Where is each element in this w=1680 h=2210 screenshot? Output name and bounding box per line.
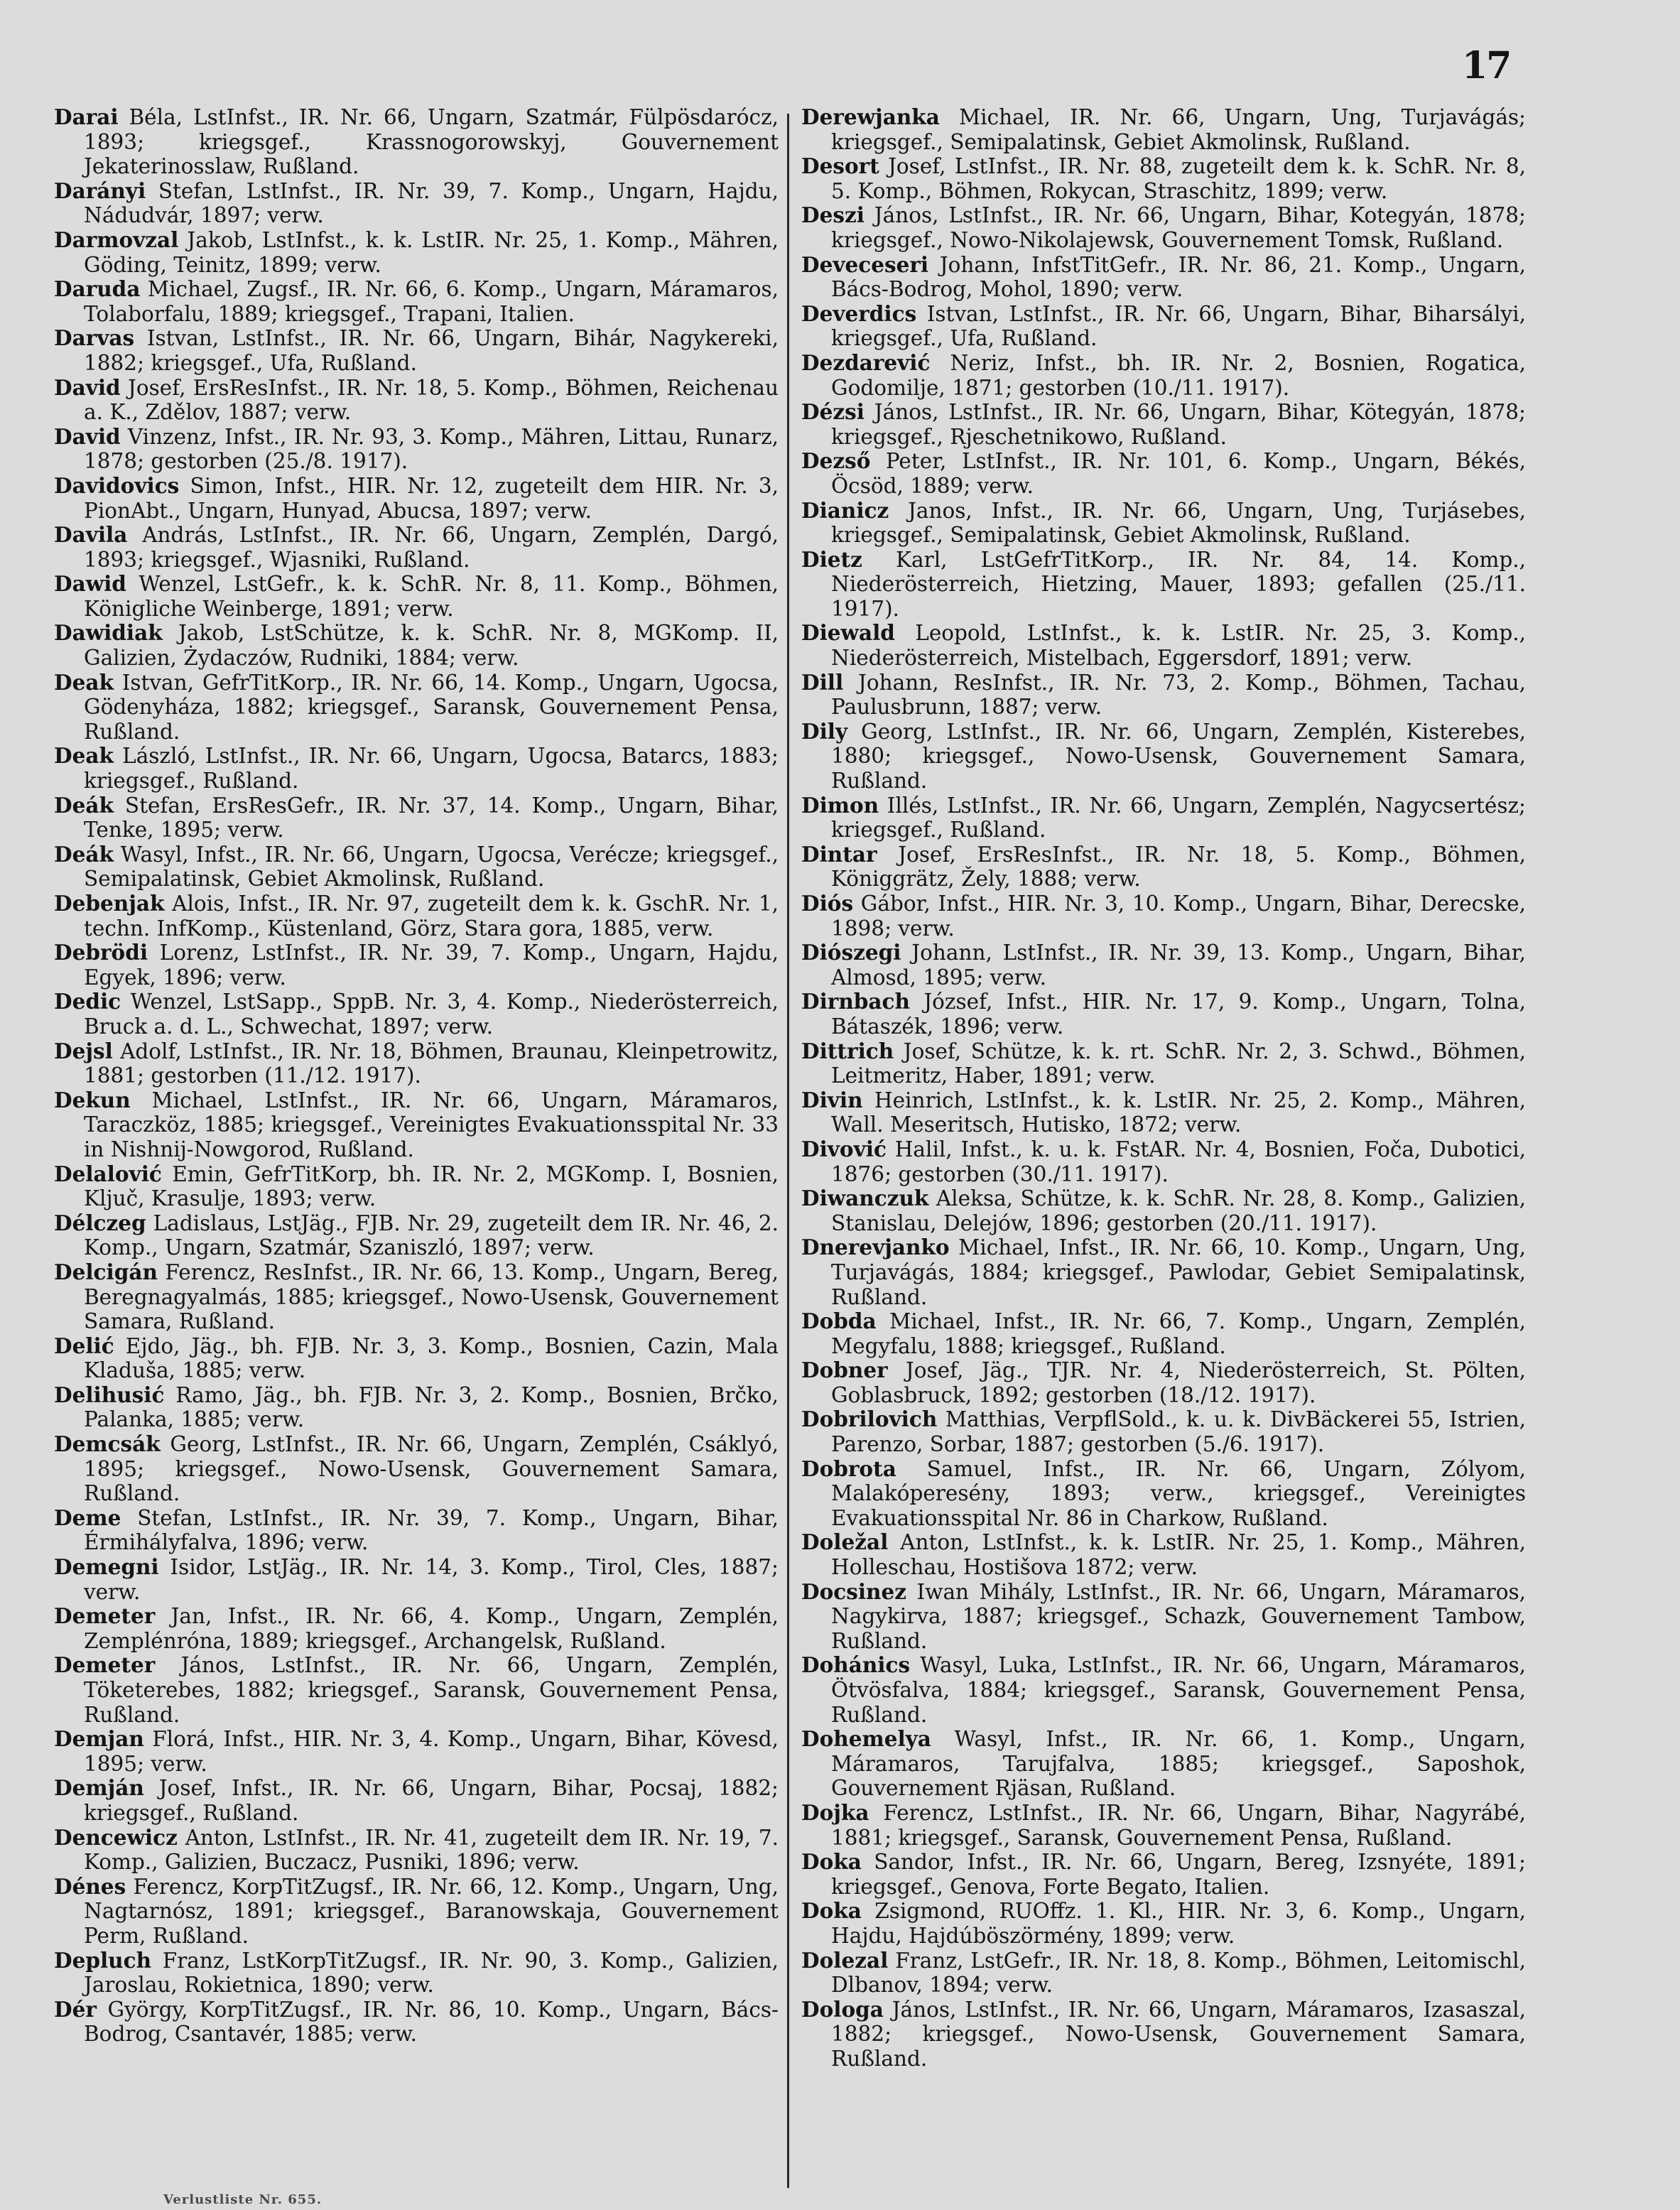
entry-details: Samuel, Infst., IR. Nr. 66, Ungarn, Zólyom, Malakóperesény, 1893; verw., kriegsgef., Vereinigtes Evakuationsspital Nr. 86 in Charkow, Rußland. [831,1456,1526,1530]
list-entry [54,990,779,1039]
entry-surname: Diószegi [801,940,901,965]
entry-surname: Dirnbach [801,989,910,1014]
list-entry [801,793,1526,843]
entry-surname: Dawid [54,571,126,597]
list-entry [54,1604,779,1653]
entry-surname: Dily [801,718,848,744]
page-number: 17 [1462,44,1511,87]
list-entry [801,990,1526,1039]
list-entry [54,941,779,990]
entry-surname: Doka [801,1849,862,1875]
entry-surname: Dejsl [54,1038,113,1063]
left-column [54,105,779,2047]
entry-surname: Dologa [801,1996,884,2022]
entry-surname: Daruda [54,276,141,302]
entry-details: Jakob, LstInfst., k. k. LstIR. Nr. 25, 1. Komp., Mähren, Göding, Teinitz, 1899; verw. [84,227,779,277]
entry-details: Leopold, LstInfst., k. k. LstIR. Nr. 25, 3. Komp., Niederösterreich, Mistelbach, Eggersdorf, 1891; verw. [831,621,1526,671]
list-entry [801,1998,1526,2071]
entry-details: Josef, LstInfst., IR. Nr. 88, zugeteilt dem k. k. SchR. Nr. 8, 5. Komp., Böhmen, Rokycan, Straschitz, 1899; verw. [831,154,1526,203]
list-entry [54,1039,779,1088]
entry-surname: Darvas [54,325,135,351]
entry-surname: Dezső [801,448,871,474]
entry-details: Lorenz, LstInfst., IR. Nr. 39, 7. Komp., Ungarn, Hajdu, Egyek, 1896; verw. [84,941,779,990]
entry-details: Simon, Infst., HIR. Nr. 12, zugeteilt dem HIR. Nr. 3, PionAbt., Ungarn, Hunyad, Abucsa, 1897; verw. [84,473,779,523]
entry-details: Wasyl, Infst., IR. Nr. 66, Ungarn, Ugocsa, Verécze; kriegsgef., Semipalatinsk, Gebiet Akmolinsk, Rußland. [84,842,779,892]
entry-surname: Deak [54,669,114,695]
list-entry [54,1998,779,2047]
entry-surname: Diós [801,891,854,916]
entry-surname: David [54,423,121,449]
entry-details: Michael, Infst., IR. Nr. 66, 7. Komp., Ungarn, Zemplén, Megyfalu, 1888; kriegsgef., Rußland. [831,1309,1526,1358]
list-entry [54,1826,779,1875]
entry-details: Johann, ResInfst., IR. Nr. 73, 2. Komp., Böhmen, Tachau, Paulusbrunn, 1887; verw. [831,670,1526,720]
entry-surname: Dedic [54,989,121,1014]
entry-surname: Dietz [801,546,862,572]
list-entry [801,253,1526,302]
list-entry [54,1875,779,1949]
list-entry [801,843,1526,892]
list-entry [801,1530,1526,1579]
entry-details: Béla, LstInfst., IR. Nr. 66, Ungarn, Szatmár, Fülpösdarócz, 1893; kriegsgef., Krassnogorowskyj, Gouvernement Jekaterinosslaw, Rußland. [84,105,779,179]
entry-surname: Dimon [801,792,879,818]
list-entry [54,793,779,843]
entry-surname: Deverdics [801,300,917,326]
list-entry [801,1899,1526,1948]
entry-details: Wasyl, Infst., IR. Nr. 66, 1. Komp., Ungarn, Máramaros, Tarujfalva, 1885; kriegsgef., Saposhok, Gouvernement Rjäsan, Rußland. [831,1727,1526,1801]
entry-details: Anton, LstInfst., IR. Nr. 41, zugeteilt dem IR. Nr. 19, 7. Komp., Galizien, Buczacz, Pusniki, 1896; verw. [84,1825,779,1875]
list-entry [54,1211,779,1260]
list-entry [54,843,779,892]
entry-surname: Dobrilovich [801,1407,938,1432]
entry-details: László, LstInfst., IR. Nr. 66, Ungarn, Ugocsa, Batarcs, 1883; kriegsgef., Rußland. [84,744,779,793]
entry-surname: Demján [54,1775,144,1801]
list-entry [801,1137,1526,1186]
list-entry [801,400,1526,449]
entry-details: Franz, LstKorpTitZugsf., IR. Nr. 90, 3. Komp., Galizien, Jaroslau, Rokietnica, 1890; verw. [84,1948,779,1998]
entry-details: Iwan Mihály, LstInfst., IR. Nr. 66, Ungarn, Máramaros, Nagykirva, 1887; kriegsgef., Schazk, Gouvernement Tambow, Rußland. [831,1579,1526,1653]
entry-details: Isidor, LstJäg., IR. Nr. 14, 3. Komp., Tirol, Cles, 1887; verw. [84,1555,779,1604]
entry-details: András, LstInfst., IR. Nr. 66, Ungarn, Zemplén, Dargó, 1893; kriegsgef., Wjasniki, Rußland. [84,523,779,572]
list-entry [54,892,779,941]
entry-details: Georg, LstInfst., IR. Nr. 66, Ungarn, Zemplén, Kisterebes, 1880; kriegsgef., Nowo-Usensk, Gouvernement Samara, Rußland. [831,719,1526,793]
entry-details: Stefan, LstInfst., IR. Nr. 39, 7. Komp., Ungarn, Bihar, Érmihályfalva, 1896; verw. [84,1505,779,1555]
entry-surname: Debenjak [54,891,165,916]
entry-surname: Divović [801,1136,887,1161]
entry-surname: Debrödi [54,940,148,965]
entry-surname: Deak [54,743,114,769]
list-entry [54,621,779,670]
list-entry [801,941,1526,990]
entry-details: Gábor, Infst., HIR. Nr. 3, 10. Komp., Ungarn, Bihar, Derecske, 1898; verw. [831,892,1526,941]
entry-surname: Deszi [801,202,865,228]
entry-details: Ferencz, ResInfst., IR. Nr. 66, 13. Komp., Ungarn, Bereg, Beregnagyalmás, 1885; kriegsgef., Nowo-Usensk, Gouvernement Samara, Rußland. [84,1260,779,1334]
list-entry [801,203,1526,252]
entry-details: Wenzel, LstGefr., k. k. SchR. Nr. 8, 11. Komp., Böhmen, Königliche Weinberge, 1891; verw. [84,572,779,621]
entry-details: Ramo, Jäg., bh. FJB. Nr. 3, 2. Komp., Bosnien, Brčko, Palanka, 1885; verw. [84,1382,779,1432]
entry-surname: Dohánics [801,1652,911,1678]
footer-note: Verlustliste Nr. 655. [163,2192,323,2207]
entry-details: Johann, InfstTitGefr., IR. Nr. 86, 21. Komp., Ungarn, Bács-Bodrog, Mohol, 1890; verw. [831,252,1526,302]
list-entry [801,1580,1526,1654]
list-entry [801,105,1526,154]
entry-details: Josef, ErsResInfst., IR. Nr. 18, 5. Komp., Böhmen, Königgrätz, Žely, 1888; verw. [831,842,1526,892]
entry-details: Josef, ErsResInfst., IR. Nr. 18, 5. Komp., Böhmen, Reichenau a. K., Zdělov, 1887; verw. [84,375,779,425]
entry-surname: Derewjanka [801,104,940,129]
list-entry [801,1727,1526,1801]
entry-details: Matthias, VerpflSold., k. u. k. DivBäckerei 55, Istrien, Parenzo, Sorbar, 1887; gestorben (5./6. 1917). [831,1407,1526,1457]
list-entry [54,1260,779,1334]
entry-surname: Dolezal [801,1947,889,1973]
entry-surname: Demcsák [54,1431,161,1457]
entry-surname: Davila [54,522,128,548]
list-entry [54,671,779,744]
list-entry [801,671,1526,720]
entry-surname: Dojka [801,1799,869,1825]
entry-details: Istvan, LstInfst., IR. Nr. 66, Ungarn, Bihar, Biharsályi, kriegsgef., Ufa, Rußland. [831,301,1526,351]
entry-details: János, LstInfst., IR. Nr. 66, Ungarn, Bihar, Kotegyán, 1878; kriegsgef., Nowo-Nikolajewsk, Gouvernement Tomsk, Rußland. [831,203,1526,252]
list-entry [801,351,1526,400]
entry-details: Anton, LstInfst., k. k. LstIR. Nr. 25, 1. Komp., Mähren, Holleschau, Hostišova 1872; verw. [831,1530,1526,1580]
entry-details: János, LstInfst., IR. Nr. 66, Ungarn, Zemplén, Töketerebes, 1882; kriegsgef., Saransk, Gouvernement Pensa, Rußland. [84,1653,779,1727]
entry-details: Heinrich, LstInfst., k. k. LstIR. Nr. 25, 2. Komp., Mähren, Wall. Meseritsch, Hutisko, 1872; verw. [831,1088,1526,1137]
entry-surname: Dezdarević [801,350,931,375]
entry-surname: Desort [801,153,879,179]
entry-details: József, Infst., HIR. Nr. 17, 9. Komp., Ungarn, Tolna, Bátaszék, 1896; verw. [831,990,1526,1039]
entry-surname: Deveceseri [801,251,929,277]
entry-details: Janos, Infst., IR. Nr. 66, Ungarn, Ung, Turjásebes, kriegsgef., Semipalatinsk, Gebiet Akmolinsk, Rußland. [831,498,1526,548]
entry-details: Neriz, Infst., bh. IR. Nr. 2, Bosnien, Rogatica, Godomilje, 1871; gestorben (10./11. 1917). [831,350,1526,400]
entry-details: Vinzenz, Infst., IR. Nr. 93, 3. Komp., Mähren, Littau, Runarz, 1878; gestorben (25./8. 1917). [84,424,779,474]
list-entry [54,1555,779,1604]
entry-surname: Darai [54,104,119,129]
list-entry [54,1727,779,1776]
entry-surname: Doka [801,1898,862,1924]
list-entry [801,720,1526,793]
entry-details: Istvan, GefrTitKorp., IR. Nr. 66, 14. Komp., Ungarn, Ugocsa, Gödenyháza, 1882; kriegsgef., Saransk, Gouvernement Pensa, Rußland. [84,670,779,744]
entry-details: János, LstInfst., IR. Nr. 66, Ungarn, Máramaros, Izasaszal, 1882; kriegsgef., Nowo-Usensk, Gouvernement Samara, Rußland. [831,1997,1526,2071]
entry-surname: Docsinez [801,1578,907,1604]
list-entry [801,154,1526,203]
list-entry [54,1162,779,1211]
entry-details: Michael, LstInfst., IR. Nr. 66, Ungarn, Máramaros, Taraczköz, 1885; kriegsgef., Vereinigtes Evakuationsspital Nr. 33 in Nishnij-Nowgorod, Rußland. [84,1088,779,1161]
list-entry [54,1088,779,1162]
entry-surname: Doležal [801,1529,889,1555]
list-entry [801,1457,1526,1531]
list-entry [801,892,1526,941]
entry-details: János, LstInfst., IR. Nr. 66, Ungarn, Bihar, Kötegyán, 1878; kriegsgef., Rjeschetnikowo, Rußland. [831,400,1526,449]
list-entry [54,523,779,572]
list-entry [54,572,779,621]
list-entry [54,1432,779,1506]
entry-surname: Dobner [801,1358,888,1383]
list-entry [801,1309,1526,1358]
entry-surname: Dianicz [801,497,889,523]
entry-details: Florá, Infst., HIR. Nr. 3, 4. Komp., Ungarn, Bihar, Kövesd, 1895; verw. [84,1727,779,1776]
entry-surname: Dekun [54,1087,131,1112]
entry-surname: Dawidiak [54,620,163,646]
entry-surname: Delcigán [54,1259,158,1284]
entry-details: György, KorpTitZugsf., IR. Nr. 86, 10. Komp., Ungarn, Bács-Bodrog, Csantavér, 1885; verw. [84,1997,779,2047]
list-entry [801,1358,1526,1407]
entry-details: Ladislaus, LstJäg., FJB. Nr. 29, zugeteilt dem IR. Nr. 46, 2. Komp., Ungarn, Szatmár, Szaniszló, 1897; verw. [84,1210,779,1260]
entry-details: Jan, Infst., IR. Nr. 66, 4. Komp., Ungarn, Zemplén, Zemplénróna, 1889; kriegsgef., Archangelsk, Rußland. [84,1604,779,1653]
entry-details: Josef, Jäg., TJR. Nr. 4, Niederösterreich, St. Pölten, Goblasbruck, 1892; gestorben (18./12. 1917). [831,1358,1526,1407]
entry-surname: Diewald [801,620,895,646]
entry-details: Zsigmond, RUOffz. 1. Kl., HIR. Nr. 3, 6. Komp., Ungarn, Hajdu, Hajdúböszörmény, 1899; verw. [831,1899,1526,1948]
list-entry [801,1850,1526,1899]
entry-surname: Demeter [54,1652,156,1678]
entry-surname: Deme [54,1505,121,1530]
entry-surname: Diwanczuk [801,1186,929,1211]
entry-details: Wenzel, LstSapp., SppB. Nr. 3, 4. Komp., Niederösterreich, Bruck a. d. L., Schwechat, 1897; verw. [84,990,779,1039]
entry-details: Michael, IR. Nr. 66, Ungarn, Ung, Turjavágás; kriegsgef., Semipalatinsk, Gebiet Akmolinsk, Rußland. [831,105,1526,154]
entry-details: Michael, Infst., IR. Nr. 66, 10. Komp., Ungarn, Ung, Turjavágás, 1884; kriegsgef., Pawlodar, Gebiet Semipalatinsk, Rußland. [831,1235,1526,1309]
entry-surname: David [54,374,121,400]
entry-surname: Dnerevjanko [801,1235,950,1260]
entry-details: Michael, Zugsf., IR. Nr. 66, 6. Komp., Ungarn, Máramaros, Tolaborfalu, 1889; kriegsgef., Trapani, Italien. [84,277,779,326]
right-column [801,105,1526,2071]
list-entry [801,449,1526,498]
entry-details: Sandor, Infst., IR. Nr. 66, Ungarn, Bereg, Izsnyéte, 1891; kriegsgef., Genova, Forte Begato, Italien. [831,1850,1526,1899]
entry-surname: Demegni [54,1554,159,1580]
entry-surname: Dill [801,669,844,695]
list-entry [54,474,779,523]
list-entry [54,1653,779,1727]
list-entry [54,1949,779,1998]
list-entry [54,326,779,375]
entry-surname: Deák [54,792,114,818]
entry-details: Halil, Infst., k. u. k. FstAR. Nr. 4, Bosnien, Foča, Dubotici, 1876; gestorben (30./11. 1917). [831,1137,1526,1186]
list-entry [801,1186,1526,1235]
list-entry [54,228,779,277]
list-entry [54,425,779,474]
list-entry [54,105,779,179]
list-entry [801,1653,1526,1727]
entry-surname: Darányi [54,178,146,203]
entry-details: Peter, LstInfst., IR. Nr. 101, 6. Komp., Ungarn, Békés, Öcsöd, 1889; verw. [831,449,1526,498]
entry-details: Illés, LstInfst., IR. Nr. 66, Ungarn, Zemplén, Nagycsertész; kriegsgef., Rußland. [831,793,1526,843]
entry-surname: Dénes [54,1873,126,1899]
entry-details: Josef, Schütze, k. k. rt. SchR. Nr. 2, 3. Schwd., Böhmen, Leitmeritz, Haber, 1891; verw. [831,1039,1526,1088]
entry-surname: Demeter [54,1603,156,1629]
entry-surname: Delić [54,1333,114,1358]
list-entry [801,1801,1526,1850]
list-entry [54,1334,779,1383]
entry-surname: Davidovics [54,472,180,498]
entry-surname: Darmovzal [54,227,179,252]
entry-surname: Dézsi [801,399,865,425]
list-entry [801,621,1526,670]
entry-surname: Dohemelya [801,1726,931,1752]
entry-details: Wasyl, Luka, LstInfst., IR. Nr. 66, Ungarn, Máramaros, Ötvösfalva, 1884; kriegsgef., Saransk, Gouvernement Pensa, Rußland. [831,1653,1526,1727]
entry-surname: Demjan [54,1726,144,1752]
list-entry [54,277,779,326]
entry-details: Ferencz, KorpTitZugsf., IR. Nr. 66, 12. Komp., Ungarn, Ung, Nagtarnósz, 1891; kriegsgef., Baranowskaja, Gouvernement Perm, Rußland. [84,1874,779,1948]
entry-details: Alois, Infst., IR. Nr. 97, zugeteilt dem k. k. GschR. Nr. 1, techn. InfKomp., Küstenland, Görz, Stara gora, 1885, verw. [84,892,779,941]
entry-details: Istvan, LstInfst., IR. Nr. 66, Ungarn, Bihár, Nagykereki, 1882; kriegsgef., Ufa, Rußland. [84,326,779,375]
entry-details: Johann, LstInfst., IR. Nr. 39, 13. Komp., Ungarn, Bihar, Almosd, 1895; verw. [831,941,1526,990]
list-entry [801,1949,1526,1998]
entry-surname: Dittrich [801,1038,894,1063]
entry-surname: Depluch [54,1947,152,1973]
list-entry [801,1407,1526,1456]
entry-surname: Délczeg [54,1210,146,1235]
entry-surname: Deák [54,841,114,867]
list-entry [54,179,779,228]
list-entry [801,548,1526,622]
list-entry [54,744,779,793]
list-entry [801,1088,1526,1137]
entry-details: Ejdo, Jäg., bh. FJB. Nr. 3, 3. Komp., Bosnien, Cazin, Mala Kladuša, 1885; verw. [84,1333,779,1383]
list-entry [54,1506,779,1555]
entry-surname: Dintar [801,841,877,867]
entry-details: Josef, Infst., IR. Nr. 66, Ungarn, Bihar, Pocsaj, 1882; kriegsgef., Rußland. [84,1776,779,1825]
list-entry [54,1383,779,1432]
entry-surname: Delihusić [54,1382,165,1407]
list-entry [801,302,1526,351]
entry-surname: Dobrota [801,1456,896,1481]
entry-details: Stefan, ErsResGefr., IR. Nr. 37, 14. Komp., Ungarn, Bihar, Tenke, 1895; verw. [84,793,779,843]
entry-details: Stefan, LstInfst., IR. Nr. 39, 7. Komp., Ungarn, Hajdu, Nádudvár, 1897; verw. [84,178,779,228]
entry-details: Jakob, LstSchütze, k. k. SchR. Nr. 8, MGKomp. II, Galizien, Żydaczów, Rudniki, 1884; verw. [84,621,779,671]
list-entry [801,1235,1526,1309]
entry-surname: Dér [54,1996,97,2022]
entry-details: Emin, GefrTitKorp, bh. IR. Nr. 2, MGKomp. I, Bosnien, Ključ, Krasulje, 1893; verw. [84,1161,779,1211]
entry-surname: Delalović [54,1161,162,1186]
list-entry [801,499,1526,548]
entry-details: Aleksa, Schütze, k. k. SchR. Nr. 28, 8. Komp., Galizien, Stanislau, Delejów, 1896; gestorben (20./11. 1917). [831,1186,1526,1235]
entry-surname: Dobda [801,1309,877,1334]
entry-details: Georg, LstInfst., IR. Nr. 66, Ungarn, Zemplén, Csáklyó, 1895; kriegsgef., Nowo-Usensk, Gouvernement Samara, Rußland. [84,1432,779,1506]
entry-surname: Dencewicz [54,1824,178,1850]
entry-details: Karl, LstGefrTitKorp., IR. Nr. 84, 14. Komp., Niederösterreich, Hietzing, Mauer, 1893; gefallen (25./11. 1917). [831,547,1526,621]
column-divider [787,114,789,2188]
list-entry [54,376,779,425]
entry-details: Franz, LstGefr., IR. Nr. 18, 8. Komp., Böhmen, Leitomischl, Dlbanov, 1894; verw. [831,1948,1526,1998]
list-entry [54,1776,779,1825]
entry-surname: Divin [801,1087,863,1112]
entry-details: Ferencz, LstInfst., IR. Nr. 66, Ungarn, Bihar, Nagyrábé, 1881; kriegsgef., Saransk, Gouvernement Pensa, Rußland. [831,1800,1526,1850]
entry-details: Adolf, LstInfst., IR. Nr. 18, Böhmen, Braunau, Kleinpetrowitz, 1881; gestorben (11./12. 1917). [84,1039,779,1088]
list-entry [801,1039,1526,1088]
